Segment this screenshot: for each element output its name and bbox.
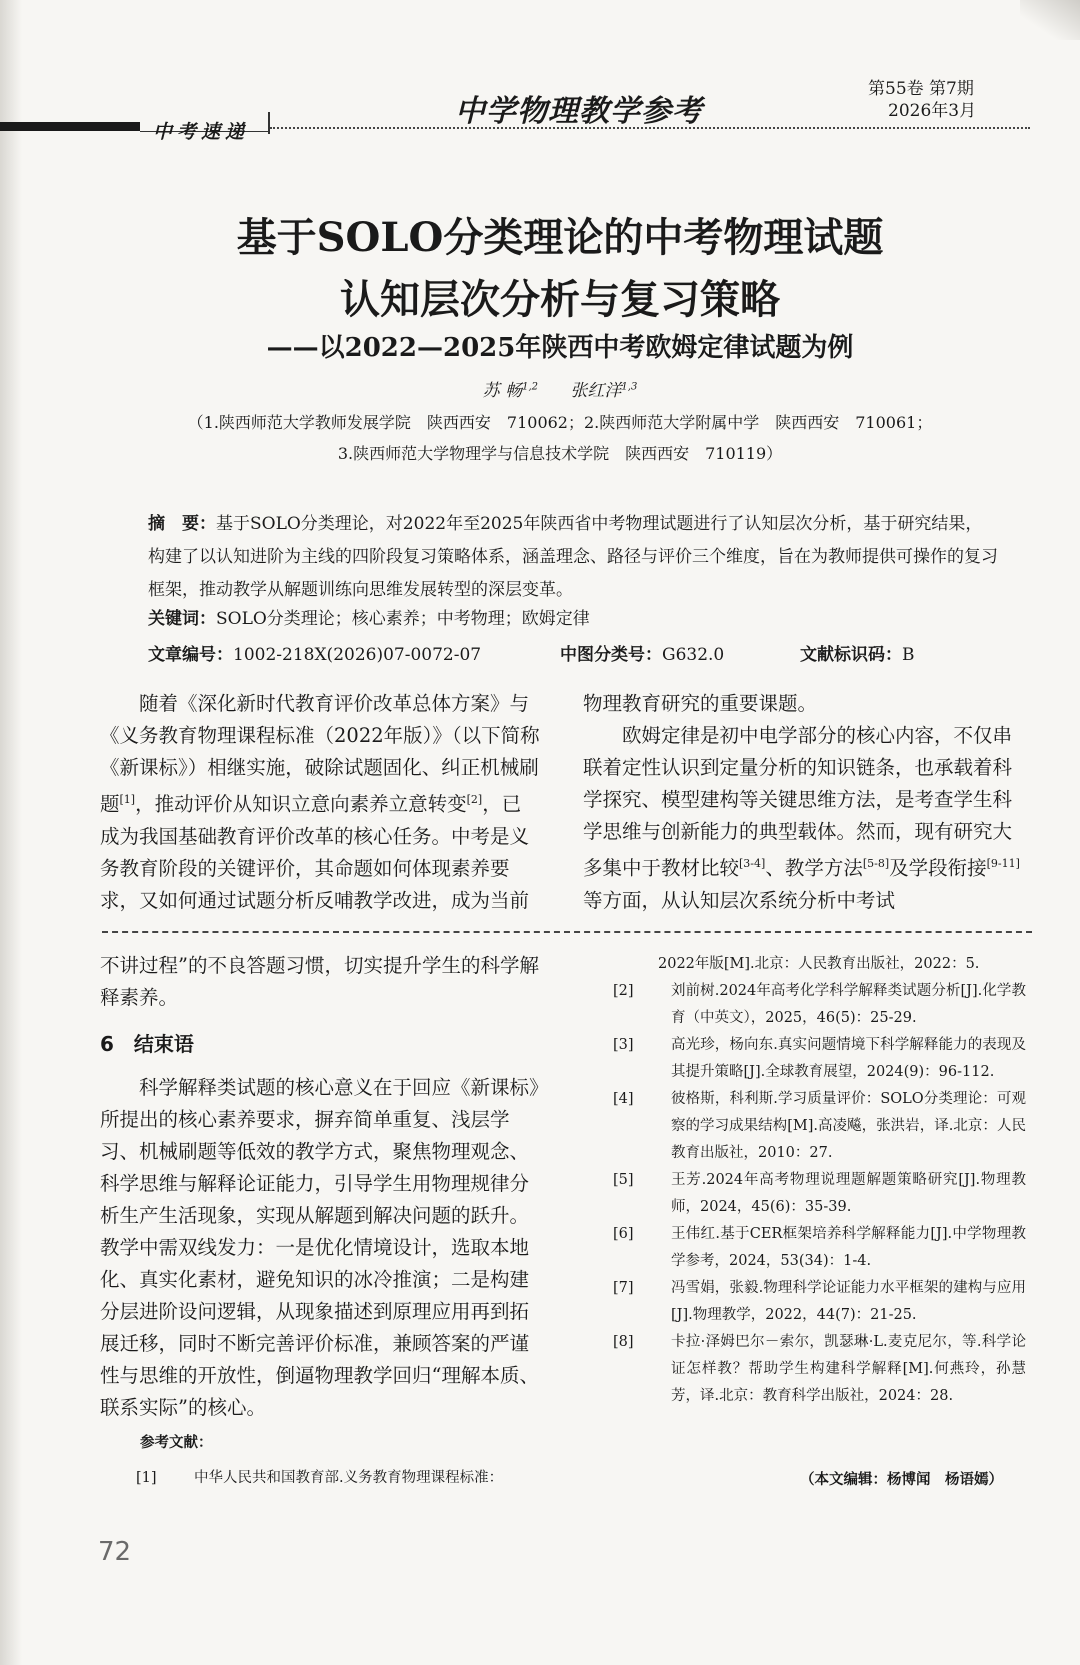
intro-column-left [100,688,540,917]
abstract-text: 基于SOLO分类理论，对2022年至2025年陕西省中考物理试题进行了认知层次分析，基于研究结果，构建了以认知进阶为主线的四阶段复习策略体系，涵盖理念、路径与评价三个维度，旨在为教师提供可操作的复习框架，推动教学从解题训练向思维发展转型的深层变革。 [148,514,998,600]
subtitle: ——以2022—2025年陕西中考欧姆定律试题为例 [266,333,854,363]
reference-item [613,1221,1026,1275]
intro-p2-text-c: 及学段衔接 [889,856,987,880]
article-number-label: 文章编号： [148,645,233,665]
journal-logo: 中学物理教学参考 [455,94,703,129]
title-line-2: 认知层次分析与复习策略 [340,276,780,323]
issue-info [868,78,976,122]
reference-text: 中华人民共和国教育部.义务教育物理课程标准： [194,1470,504,1486]
scan-edge-shadow [0,0,22,1665]
article-number [148,640,481,665]
reference-item [613,1275,1026,1329]
reference-text: 卡拉·泽姆巴尔－索尔，凯瑟琳·L.麦克尼尔，等.科学论证怎样教？帮助学生构建科学解释[M].何燕玲，孙慧芳，译.北京：教育科学出版社，2024：28. [671,1334,1026,1404]
citation: [2] [466,793,483,806]
references-right [613,951,1026,1410]
affiliation-line-2: 3.陕西师范大学物理学与信息技术学院 陕西西安 710119） [337,444,783,463]
section-tag: 中考速递 [153,121,250,143]
abstract [148,508,998,607]
header-divider [268,112,270,134]
volume-issue: 第55卷 第7期 [868,79,974,99]
reference-item [613,1032,1026,1086]
reference-number: [4] [613,1091,634,1107]
reference-number: [2] [613,983,634,999]
reference-number: [6] [613,1226,634,1242]
citation: [3-4] [739,857,766,870]
conclusion-paragraph: 科学解释类试题的核心意义在于回应《新课标》所提出的核心素养要求，摒弃简单重复、浅层学习、机械刷题等低效的教学方式，聚焦物理观念、科学思维与解释论证能力，引导学生用物理规律分析生产生活现象，实现从解题到解决问题的跃升。教学中需双线发力：一是优化情境设计，选取本地化、真实化素材，避免知识的冰冷推演；二是构建分层进阶设问逻辑，从现象描述到原理应用再到拓展迁移，同时不断完善评价标准，兼顾答案的严谨性与思维的开放性，倒逼物理教学回归“理解本质、联系实际”的核心。 [100,1076,539,1419]
header-thick-bar [0,122,140,131]
reference-text: 刘前树.2024年高考化学科学解释类试题分析[J].化学教育（中英文），2025，46(5)：25-29. [671,983,1026,1026]
intro-p1-text-c: ，已成为我国基础教育评价改革的核心任务。中考是义务教育阶段的关键评价，其命题如何体现素养要求，又如何通过试题分析反哺教学改进，成为当前 [100,792,530,912]
intro-paragraph-1 [100,688,540,917]
intro-p2-text-b: 、教学方法 [765,856,863,880]
article-number-value: 1002-218X(2026)07-0072-07 [233,645,482,665]
reference-text: 彼格斯，科利斯.学习质量评价：SOLO分类理论：可观察的学习成果结构[M].高凌飚，张洪岩，译.北京：人民教育出版社，2010：27. [671,1091,1026,1161]
reference-number: [5] [613,1172,634,1188]
reference-number: [8] [613,1334,634,1350]
section-break-rule [102,931,1032,933]
reference-number: [3] [613,1037,634,1053]
issue-date: 2026年3月 [888,101,977,121]
abstract-label: 摘 要： [148,514,216,534]
reference-text: 高光珍，杨向东.真实问题情境下科学解释能力的表现及其提升策略[J].全球教育展望，2024(9)：96-112. [671,1037,1026,1080]
intro-paragraph-2 [583,720,1030,917]
conclusion-column [100,950,545,1458]
references-title: 参考文献： [140,1435,213,1451]
document-code-value: B [902,645,915,665]
intro-p2-text-d: 等方面，从认知层次系统分析中考试 [583,888,896,912]
citation: [9-11] [986,857,1020,870]
reference-item [613,1329,1026,1410]
reference-item [613,978,1026,1032]
scan-corner-shadow [1020,0,1080,40]
clc-value: G632.0 [662,645,725,665]
reference-item [613,1086,1026,1167]
document-code-label: 文献标识码： [800,645,902,665]
references-left [136,1465,546,1492]
author-1: 苏 畅 [482,381,523,401]
reference-continuation: 2022年版[M].北京：人民教育出版社，2022：5. [658,956,980,972]
clc-label: 中图分类号： [560,645,662,665]
intro-paragraph-1-end: 物理教育研究的重要课题。 [583,692,818,715]
reference-text: 王芳.2024年高考物理说理题解题策略研究[J].物理教师，2024，45(6)：35-39. [671,1172,1026,1215]
document-code [800,640,915,665]
reference-number: [7] [613,1280,634,1296]
affiliation-line-1: （1.陕西师范大学教师发展学院 陕西西安 710062；2.陕西师范大学附属中学 陕西西安 710061； [187,413,933,432]
keywords [148,604,998,629]
clc-number [560,640,724,665]
citation: [5-8] [862,857,890,870]
intro-column-right [583,688,1030,917]
reference-text: 王伟红.基于CER框架培养科学解释能力[J].中学物理教学参考，2024，53(34)：1-4. [671,1226,1026,1269]
citation: [1] [119,793,136,806]
intro-p1-text-a: 随着《深化新时代教育评价改革总体方案》与《义务教育物理课程标准（2022年版）》（以下简称《新课标》）相继实施，破除试题固化、纠正机械刷题 [100,692,540,816]
keywords-label: 关键词： [148,609,216,629]
reference-text: 冯雪娟，张毅.物理科学论证能力水平框架的建构与应用[J].物理教学，2022，44(7)：21-25. [671,1280,1026,1323]
author-2-affil: 1,3 [621,381,638,393]
author-2: 张红洋 [570,381,622,401]
reference-item [613,1167,1026,1221]
page-number: 72 [98,1537,132,1567]
editor-credit: （本文编辑：杨博闻 杨语嫣） [800,1472,1003,1488]
author-1-affil: 1,2 [522,381,538,393]
intro-p2-text-a: 欧姆定律是初中电学部分的核心内容，不仅串联着定性认识到定量分析的知识链条，也承载着科学探究、模型建构等关键思维方法，是考查学生科学思维与创新能力的典型载体。然而，现有研究大多集中于教材比较 [583,724,1013,880]
reference-item [136,1465,546,1492]
section-heading: 6 结束语 [100,1032,194,1056]
intro-p1-text-b: ，推动评价从知识立意向素养立意转变 [135,792,467,816]
title-line-1: 基于SOLO分类理论的中考物理试题 [236,214,884,261]
carry-over-text: 不讲过程”的不良答题习惯，切实提升学生的科学解释素养。 [100,954,539,1009]
reference-number: [1] [136,1470,157,1486]
author-line [60,376,1060,401]
header-dotted-rule [270,127,1030,129]
keywords-text: SOLO分类理论；核心素养；中考物理；欧姆定律 [216,609,590,629]
